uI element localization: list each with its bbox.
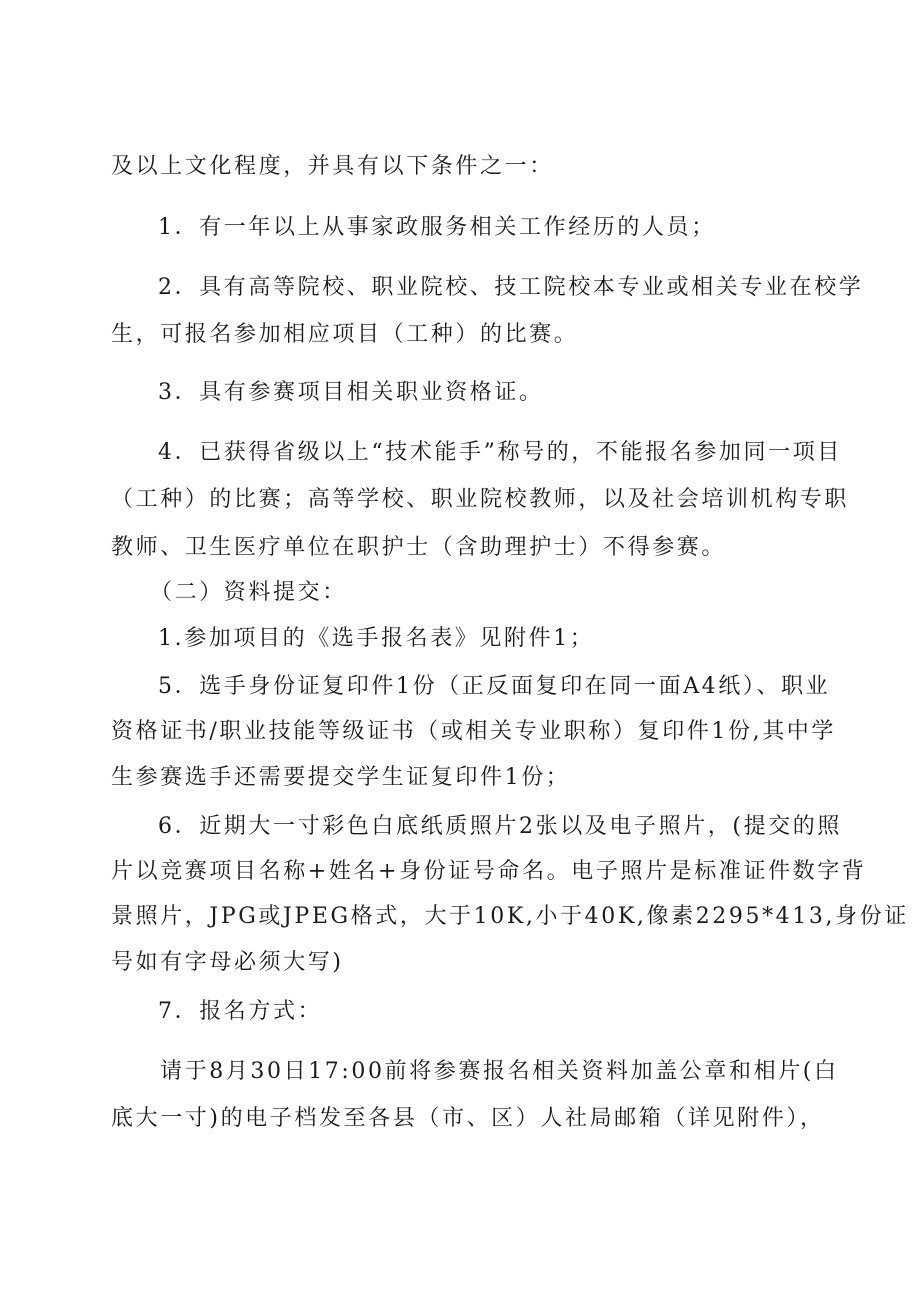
list-item-3: 3．具有参赛项目相关职业资格证。 (158, 380, 544, 405)
list-item-4-continued: （工种）的比赛；高等学校、职业院校教师，以及社会培训机构专职 (111, 487, 850, 512)
list-item-2-continued: 生，可报名参加相应项目（工种）的比赛。 (111, 322, 579, 347)
paragraph-line: 及以上文化程度，并具有以下条件之一： (111, 154, 554, 179)
list-item-4: 4．已获得省级以上“技术能手”称号的，不能报名参加同一项目 (158, 440, 842, 465)
list-item-5-continued: 资格证书/职业技能等级证书（或相关专业职称）复印件1份,其中学 (111, 719, 837, 744)
paragraph-line: 底大一寸)的电子档发至各县（市、区）人社局邮箱（详见附件）， (111, 1106, 825, 1131)
list-item-7: 7．报名方式： (158, 999, 323, 1024)
list-item-5-continued: 生参赛选手还需要提交学生证复印件1份； (111, 765, 571, 790)
list-item-6-continued: 号如有字母必须大写) (111, 950, 344, 975)
list-item-6-continued: 片以竞赛项目名称+姓名+身份证号命名。电子照片是标准证件数字背 (111, 859, 867, 884)
section-heading: （二）资料提交： (150, 580, 347, 605)
list-item-attachment: 1.参加项目的《选手报名表》见附件1； (158, 626, 595, 651)
list-item-1: 1．有一年以上从事家政服务相关工作经历的人员； (158, 215, 716, 240)
list-item-2: 2．具有高等院校、职业院校、技工院校本专业或相关专业在校学 (158, 275, 864, 300)
list-item-6: 6．近期大一寸彩色白底纸质照片2张以及电子照片，(提交的照 (158, 814, 842, 839)
list-item-6-continued: 景照片，JPG或JPEG格式，大于10K,小于40K,像素2295*413,身份证 (111, 904, 909, 929)
paragraph-line: 请于8月30日17:00前将参赛报名相关资料加盖公章和相片(白 (160, 1059, 839, 1084)
list-item-5: 5．选手身份证复印件1份（正反面复印在同一面A4纸）、职业 (158, 674, 831, 699)
list-item-4-continued: 教师、卫生医疗单位在职护士（含助理护士）不得参赛。 (111, 535, 727, 560)
